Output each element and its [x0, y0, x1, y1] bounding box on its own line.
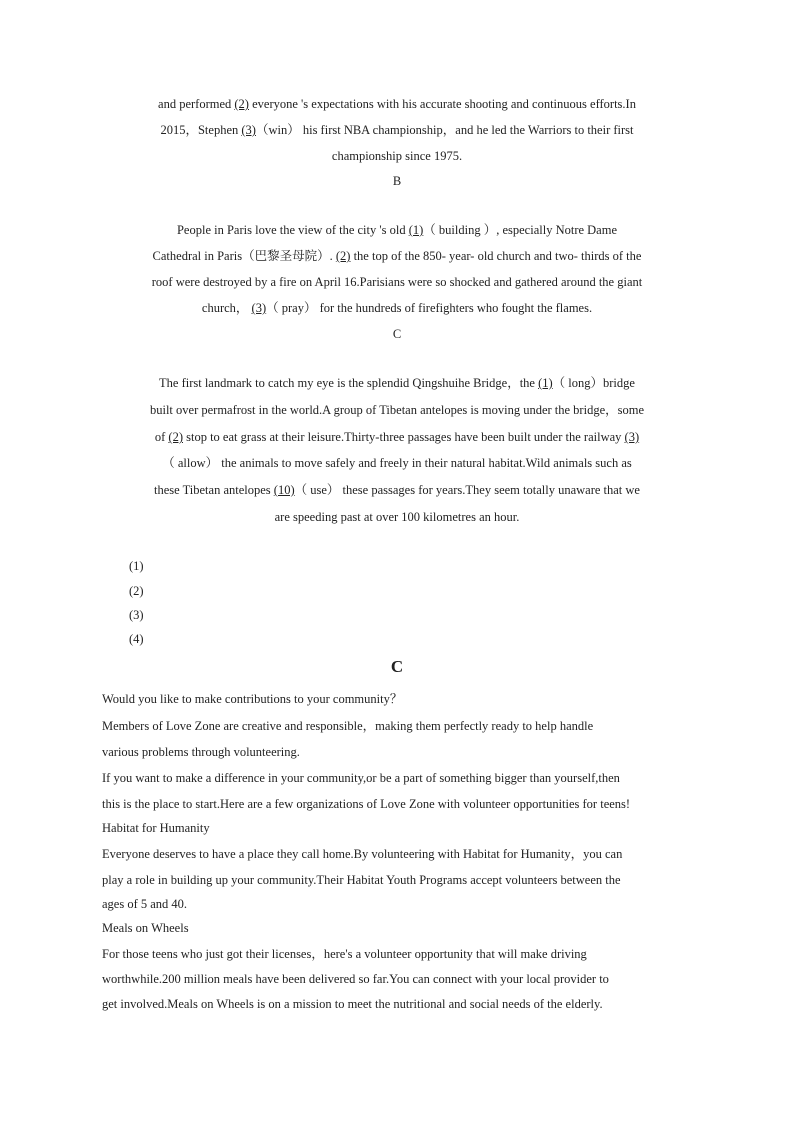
text: People in Paris love the view of the city 's old [176, 223, 409, 237]
text: everyone 's expectations with his accurate shooting and continuous efforts.In [248, 97, 636, 111]
blank: (1) [408, 223, 424, 237]
blank: (3) [624, 430, 640, 444]
text: （ use） these passages for years.They seem totally unaware that we [294, 483, 640, 497]
text: these Tibetan antelopes [154, 483, 274, 497]
text: （ building ）, especially Notre Dame [423, 223, 617, 237]
passage-c-line-5 [0, 482, 794, 498]
passage-c-line-4: （ allow） the animals to move safely and freely in their natural habitat.Wild animals such as [162, 456, 632, 470]
passage-c-line-1 [0, 375, 794, 391]
section-c-line: Everyone deserves to have a place they call home.By volunteering with Habitat for Humanity，you can [102, 847, 623, 861]
section-c-subheading: Habitat for Humanity [102, 821, 210, 835]
text: （ pray） for the hundreds of firefighters who fought the flames. [266, 301, 593, 315]
section-c-line: this is the place to start.Here are a few organizations of Love Zone with volunteer opportunities for teens! [102, 797, 631, 811]
section-c-line: worthwhile.200 million meals have been delivered so far.You can connect with your local provider to [102, 972, 609, 986]
blank: (2) [168, 430, 183, 444]
passage-b-line-2 [0, 248, 794, 264]
text: and performed [158, 97, 235, 111]
section-c-line: For those teens who just got their licenses，here's a volunteer opportunity that will make driving [102, 947, 587, 961]
blank: (3) [241, 123, 256, 137]
passage-b-line-1 [0, 222, 794, 238]
section-c-line: play a role in building up your community.Their Habitat Youth Programs accept volunteers between the [102, 873, 621, 887]
answer-line-4: (4) [129, 632, 144, 646]
text: The first landmark to catch my eye is the splendid Qingshuihe Bridge，the [159, 376, 539, 390]
blank: (2) [335, 249, 351, 263]
blank: (3) [251, 301, 267, 315]
text: 2015，Stephen [160, 123, 242, 137]
passage-b-line-4 [0, 300, 794, 316]
answer-line-3: (3) [129, 608, 144, 622]
passage-b-label: B [392, 174, 402, 188]
blank: (10) [273, 483, 295, 497]
answer-line-1: (1) [129, 559, 144, 573]
section-c-line: Would you like to make contributions to your community？ [102, 692, 403, 706]
text: stop to eat grass at their leisure.Thirty-three passages have been built under the railway [183, 430, 625, 444]
passage-a-line-1 [0, 96, 794, 112]
blank: (2) [234, 97, 249, 111]
text: （win） his first NBA championship，and he led the Warriors to their first [255, 123, 634, 137]
section-c-subheading: Meals on Wheels [102, 921, 189, 935]
passage-c-line-2: built over permafrost in the world.A group of Tibetan antelopes is moving under the bridge，some [149, 403, 645, 417]
passage-a-line-3: championship since 1975. [331, 149, 463, 163]
passage-b-line-3: roof were destroyed by a fire on April 16.Parisians were so shocked and gathered around the giant [151, 275, 643, 289]
section-c-line: get involved.Meals on Wheels is on a mission to meet the nutritional and social needs of the elderly. [102, 997, 603, 1011]
passage-c-line-6: are speeding past at over 100 kilometres an hour. [274, 510, 520, 524]
text: （ long）bridge [552, 376, 635, 390]
passage-a-line-2 [0, 122, 794, 138]
section-c-line: If you want to make a difference in your community,or be a part of something bigger than yourself,then [102, 771, 620, 785]
text: of [154, 430, 169, 444]
passage-c-line-3 [0, 429, 794, 445]
text: the top of the 850- year- old church and two- thirds of the [350, 249, 642, 263]
section-c-line: ages of 5 and 40. [102, 897, 188, 911]
text: church， [201, 301, 252, 315]
passage-c-label: C [392, 327, 402, 341]
answer-line-2: (2) [129, 584, 144, 598]
text: Cathedral in Paris（巴黎圣母院）. [152, 249, 336, 263]
section-c-line: Members of Love Zone are creative and responsible，making them perfectly ready to help handle [102, 719, 594, 733]
section-c-line: various problems through volunteering. [102, 745, 300, 759]
section-c-title: C [390, 657, 404, 676]
blank: (1) [538, 376, 553, 390]
